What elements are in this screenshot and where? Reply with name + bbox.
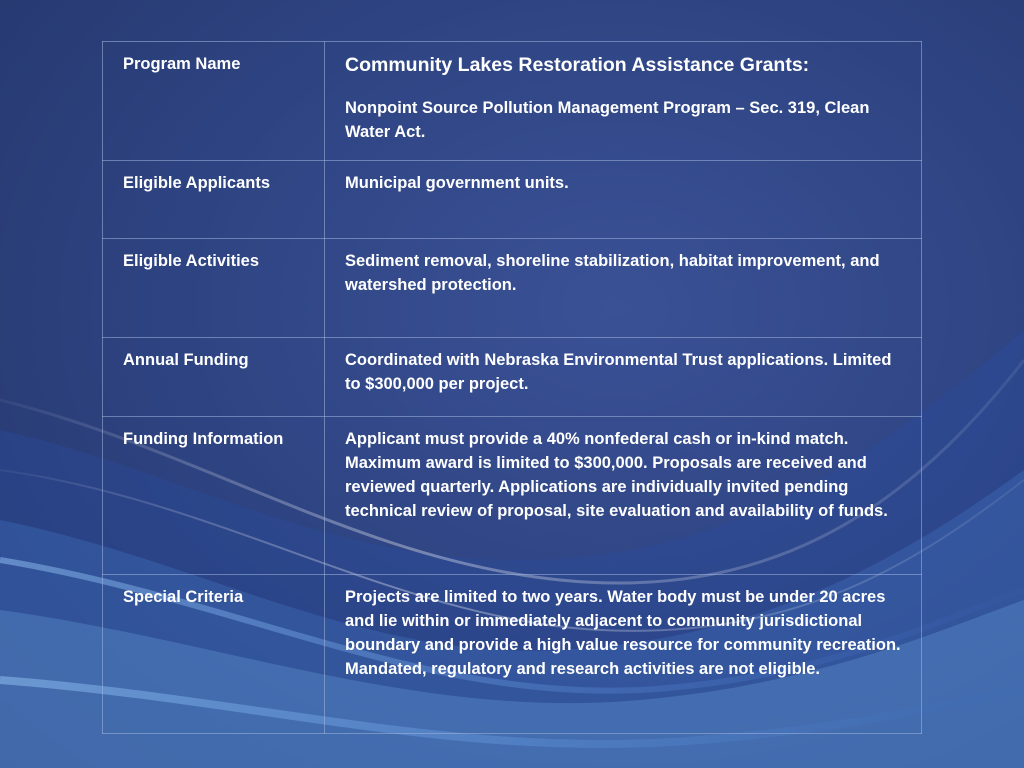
table-row xyxy=(103,575,922,734)
row-value: Applicant must provide a 40% nonfederal cash or in-kind match. Maximum award is limited to $300,000. Proposals are received and reviewed quarterly. Applications are individually invited pending technical review of proposal, site evaluation and availability of funds. xyxy=(325,417,922,575)
table-row xyxy=(103,161,922,239)
row-label: Program Name xyxy=(103,42,325,161)
row-value xyxy=(325,42,922,161)
row-label: Special Criteria xyxy=(103,575,325,734)
row-label: Funding Information xyxy=(103,417,325,575)
row-value: Municipal government units. xyxy=(325,161,922,239)
row-value: Coordinated with Nebraska Environmental Trust applications. Limited to $300,000 per project. xyxy=(325,338,922,417)
table-row xyxy=(103,417,922,575)
row-label: Eligible Applicants xyxy=(103,161,325,239)
table-row xyxy=(103,338,922,417)
row-label: Eligible Activities xyxy=(103,239,325,338)
program-info-table xyxy=(102,41,922,734)
row-value: Projects are limited to two years. Water body must be under 20 acres and lie within or immediately adjacent to community jurisdictional boundary and provide a high value resource for community recreation. Mandated, regulatory and research activities are not eligible. xyxy=(325,575,922,734)
program-title: Community Lakes Restoration Assistance Grants: xyxy=(345,54,810,76)
row-label: Annual Funding xyxy=(103,338,325,417)
program-subtitle: Nonpoint Source Pollution Management Program – Sec. 319, Clean Water Act. xyxy=(345,99,870,141)
table-row xyxy=(103,42,922,161)
table-row xyxy=(103,239,922,338)
row-value: Sediment removal, shoreline stabilization, habitat improvement, and watershed protection. xyxy=(325,239,922,338)
